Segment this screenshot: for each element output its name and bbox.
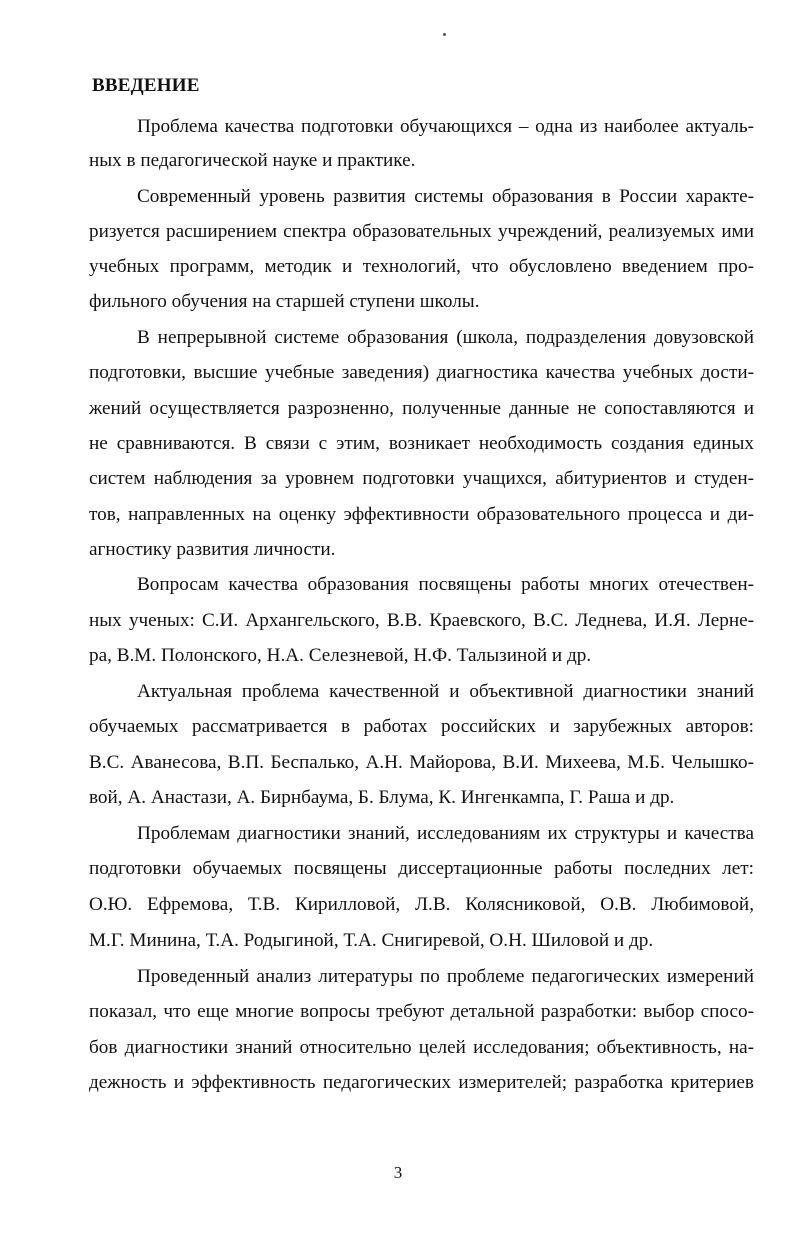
paragraph-3-line-7: агностику развития личности. [89,539,336,560]
paragraph-6-line-2: подготовки обучаемых посвящены диссертационные работы последних лет: [89,858,754,879]
paragraph-7-line-1: Проведенный анализ литературы по проблеме педагогических измерений [137,966,754,987]
paragraph-2-line-4: фильного обучения на старшей ступени школы. [89,291,480,312]
paragraph-6-line-1: Проблемам диагностики знаний, исследованиям их структуры и качества [137,823,754,844]
paragraph-3-line-1: В непрерывной системе образования (школа, подразделения довузовской [137,327,754,348]
paragraph-2-line-1: Современный уровень развития системы образования в России характе- [137,186,754,207]
paragraph-5-line-4: вой, А. Анастази, А. Бирнбаума, Б. Блума, К. Ингенкампа, Г. Раша и др. [89,787,675,808]
paragraph-3-line-6: тов, направленных на оценку эффективности образовательного процесса и ди- [89,504,754,525]
paragraph-2-line-2: ризуется расширением спектра образовательных учреждений, реализуемых ими [89,221,754,242]
paragraph-4-line-3: ра, В.М. Полонского, Н.А. Селезневой, Н.Ф. Талызиной и др. [89,645,592,666]
paragraph-7-line-2: показал, что еще многие вопросы требуют детальной разработки: выбор спосо- [89,1001,754,1022]
paragraph-3-line-4: не сравниваются. В связи с этим, возникает необходимость создания единых [89,433,754,454]
paragraph-7-line-4: дежность и эффективность педагогических измерителей; разработка критериев [89,1072,754,1093]
paragraph-4-line-2: ных ученых: С.И. Архангельского, В.В. Краевского, В.С. Леднева, И.Я. Лерне- [89,610,754,631]
paragraph-1-line-2: ных в педагогической науке и практике. [89,150,416,171]
paragraph-2-line-3: учебных программ, методик и технологий, что обусловлено введением про- [89,256,754,277]
paragraph-5-line-1: Актуальная проблема качественной и объективной диагностики знаний [137,681,754,702]
paragraph-3-line-3: жений осуществляется разрозненно, полученные данные не сопоставляются и [89,398,754,419]
paragraph-7-line-3: бов диагностики знаний относительно целей исследования; объективность, на- [89,1037,754,1058]
paragraph-1-line-1: Проблема качества подготовки обучающихся – одна из наиболее актуаль- [137,116,754,137]
paragraph-4-line-1: Вопросам качества образования посвящены работы многих отечествен- [137,574,754,595]
page-number: 3 [393,1163,403,1182]
section-heading: ВВЕДЕНИЕ [92,75,200,96]
scan-speck [443,33,446,36]
paragraph-5-line-2: обучаемых рассматривается в работах российских и зарубежных авторов: [89,716,754,737]
paragraph-3-line-2: подготовки, высшие учебные заведения) диагностика качества учебных дости- [89,362,754,383]
paragraph-6-line-4: М.Г. Минина, Т.А. Родыгиной, Т.А. Снигиревой, О.Н. Шиловой и др. [89,930,654,951]
paragraph-3-line-5: систем наблюдения за уровнем подготовки учащихся, абитуриентов и студен- [89,468,754,489]
paragraph-6-line-3: О.Ю. Ефремова, Т.В. Кирилловой, Л.В. Колясниковой, О.В. Любимовой, [89,894,754,915]
paragraph-5-line-3: В.С. Аванесова, В.П. Беспалько, А.Н. Майорова, В.И. Михеева, М.Б. Челышко- [89,752,754,773]
